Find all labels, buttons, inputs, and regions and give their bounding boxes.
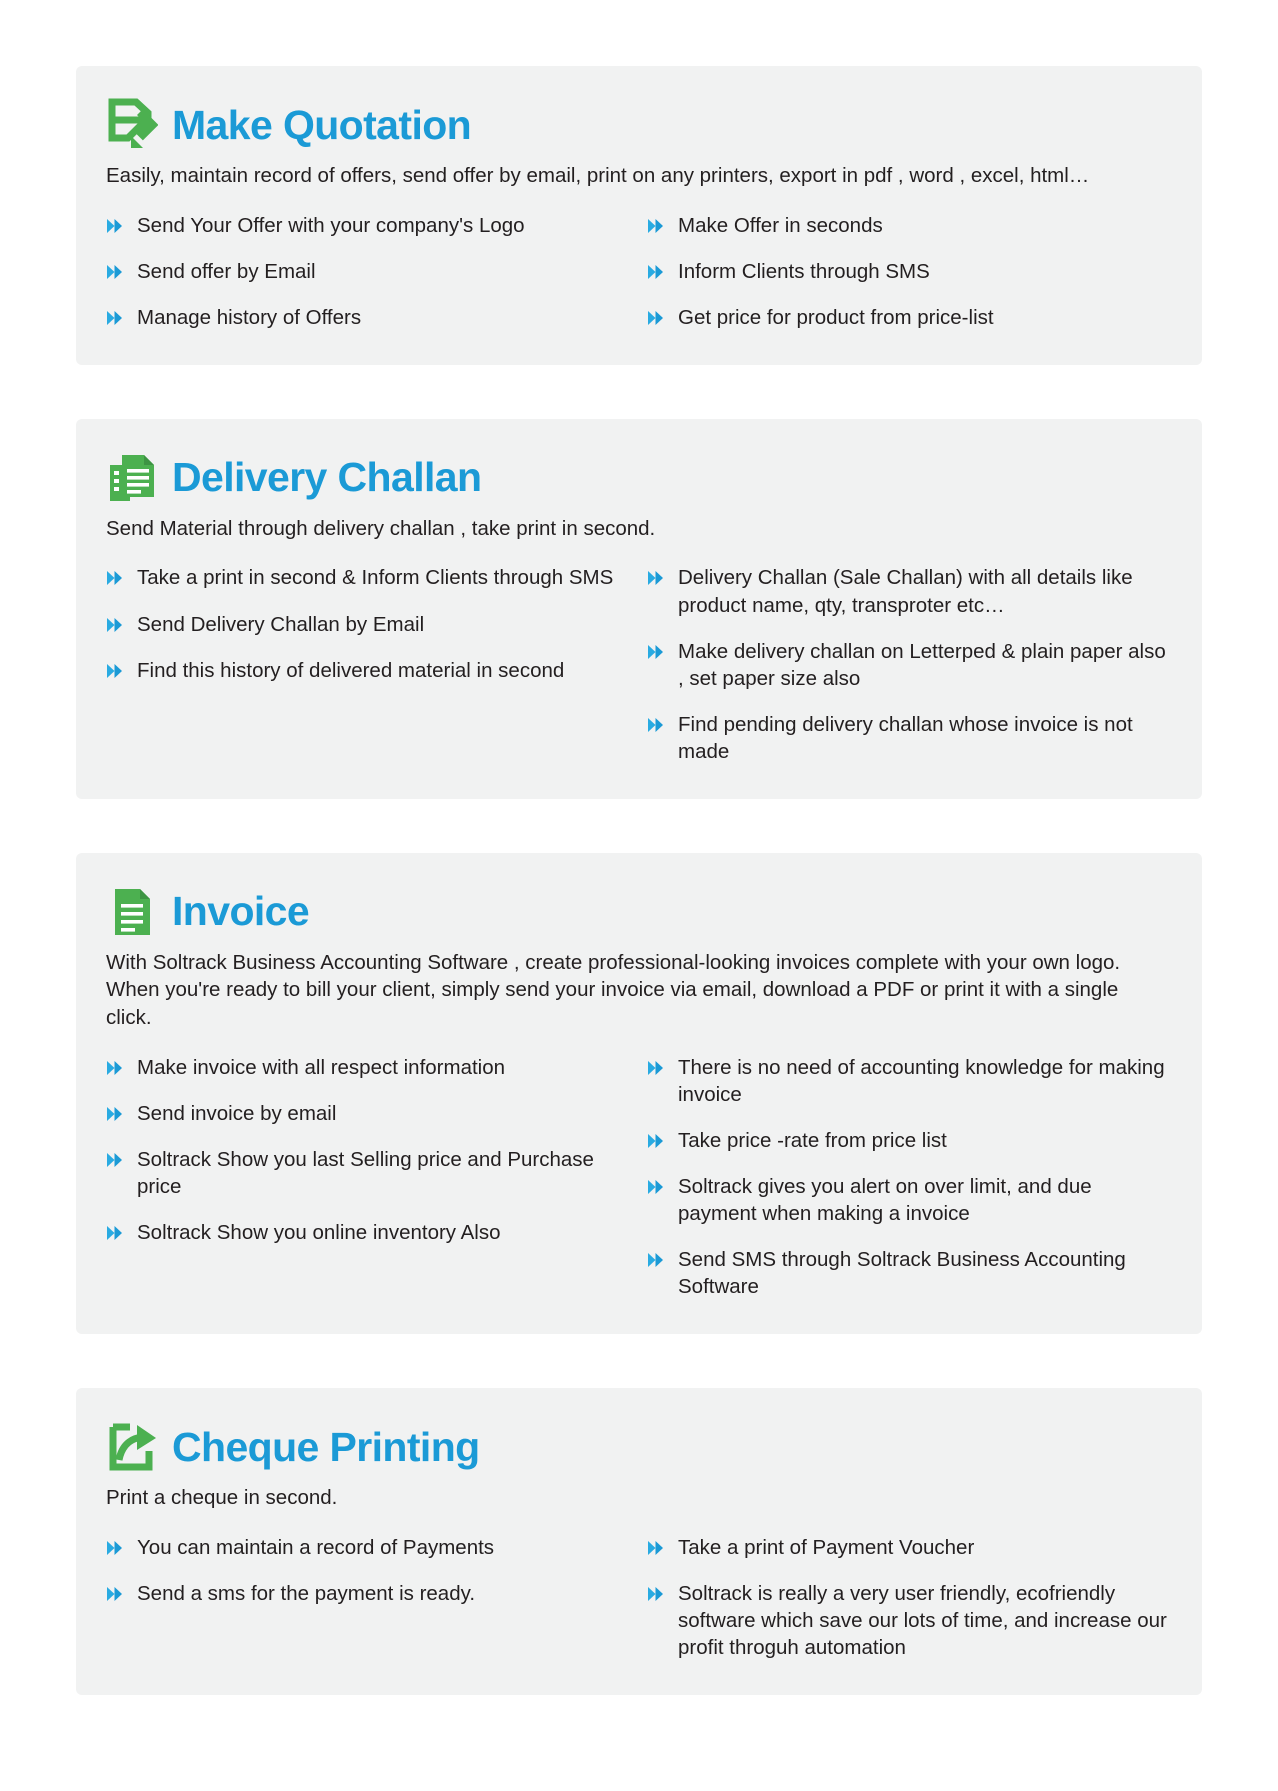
- feature-card-delivery-challan: [76, 419, 1202, 799]
- list-item: [647, 1127, 1172, 1154]
- list-item-label: Send Delivery Challan by Email: [137, 612, 425, 636]
- double-chevron-icon: [106, 1060, 124, 1076]
- list-item-label: Make delivery challan on Letterped & plain paper also , set paper size also: [678, 639, 1166, 690]
- multi-document-icon: [106, 451, 158, 505]
- list-item-label: Take price -rate from price list: [678, 1128, 947, 1152]
- list-item-label: Soltrack gives you alert on over limit, and due payment when making a invoice: [678, 1174, 1092, 1225]
- double-chevron-icon: [647, 1133, 665, 1149]
- double-chevron-icon: [647, 218, 665, 234]
- list-item-label: Soltrack Show you online inventory Also: [137, 1220, 501, 1244]
- list-item: [647, 304, 1172, 331]
- bullet-column-left: [106, 1054, 639, 1300]
- list-item: [106, 258, 615, 285]
- list-item-label: Find this history of delivered material in second: [137, 658, 565, 682]
- card-title: Delivery Challan: [172, 454, 482, 501]
- list-item-label: Inform Clients through SMS: [678, 259, 930, 283]
- bullet-column-left: [106, 1534, 639, 1661]
- double-chevron-icon: [106, 617, 124, 633]
- list-item: [647, 711, 1172, 765]
- list-item-label: Take a print in second & Inform Clients through SMS: [137, 566, 614, 590]
- double-chevron-icon: [106, 1586, 124, 1602]
- feature-card-make-quotation: [76, 66, 1202, 365]
- list-item-label: Delivery Challan (Sale Challan) with all details like product name, qty, transproter etc…: [678, 566, 1133, 617]
- list-item: [647, 1580, 1172, 1661]
- double-chevron-icon: [106, 1152, 124, 1168]
- list-item: [106, 611, 615, 638]
- bullet-column-right: [639, 1534, 1172, 1661]
- bullet-columns: [106, 564, 1172, 764]
- export-arrow-icon: [106, 1420, 158, 1474]
- list-item: [106, 1146, 615, 1200]
- list-item: [647, 212, 1172, 239]
- card-title: Make Quotation: [172, 101, 472, 148]
- list-item: [647, 1246, 1172, 1300]
- list-item-label: Get price for product from price-list: [678, 305, 994, 329]
- double-chevron-icon: [106, 663, 124, 679]
- card-header: [106, 447, 1172, 509]
- document-edit-icon: [106, 98, 158, 152]
- card-description: Easily, maintain record of offers, send offer by email, print on any printers, export in pdf , word , excel, html…: [106, 164, 1090, 187]
- double-chevron-icon: [647, 644, 665, 660]
- list-item: [106, 1054, 615, 1081]
- list-item: [106, 564, 615, 591]
- card-description: With Soltrack Business Accounting Software , create professional-looking invoices complete with your own logo. When you're ready to bill your client, simply send your invoice via email, download a PDF or print it with a single click.: [106, 950, 1121, 1030]
- card-header: [106, 881, 1172, 943]
- list-item: [647, 638, 1172, 692]
- double-chevron-icon: [647, 1540, 665, 1556]
- list-item: [647, 1173, 1172, 1227]
- list-item-label: Find pending delivery challan whose invoice is not made: [678, 712, 1133, 763]
- card-title: Cheque Printing: [172, 1423, 480, 1470]
- list-item: [106, 304, 615, 331]
- list-item-label: Make Offer in seconds: [678, 213, 883, 237]
- bullet-column-left: [106, 212, 639, 331]
- double-chevron-icon: [106, 1540, 124, 1556]
- list-item-label: Soltrack is really a very user friendly, ecofriendly software which save our lots of time, and increase our profit throguh automation: [678, 1581, 1167, 1659]
- list-item-label: Make invoice with all respect information: [137, 1055, 506, 1079]
- card-title: Invoice: [172, 888, 310, 935]
- double-chevron-icon: [647, 264, 665, 280]
- double-chevron-icon: [647, 1586, 665, 1602]
- feature-card-cheque-printing: [76, 1388, 1202, 1695]
- list-item-label: Send a sms for the payment is ready.: [137, 1581, 476, 1605]
- list-item: [106, 212, 615, 239]
- list-item: [106, 1219, 615, 1246]
- list-item: [647, 564, 1172, 618]
- bullet-column-right: [639, 564, 1172, 764]
- list-item: [647, 1534, 1172, 1561]
- list-item-label: Send Your Offer with your company's Logo: [137, 213, 525, 237]
- list-item-label: Soltrack Show you last Selling price and Purchase price: [137, 1147, 594, 1198]
- list-item-label: There is no need of accounting knowledge for making invoice: [678, 1055, 1165, 1106]
- double-chevron-icon: [647, 310, 665, 326]
- double-chevron-icon: [106, 264, 124, 280]
- list-item: [106, 1100, 615, 1127]
- list-item-label: You can maintain a record of Payments: [137, 1535, 495, 1559]
- list-item: [647, 1054, 1172, 1108]
- double-chevron-icon: [106, 1225, 124, 1241]
- list-item-label: Send invoice by email: [137, 1101, 337, 1125]
- card-description: Print a cheque in second.: [106, 1486, 338, 1510]
- list-item: [647, 258, 1172, 285]
- double-chevron-icon: [647, 1060, 665, 1076]
- card-description: Send Material through delivery challan , take print in second.: [106, 516, 656, 540]
- bullet-column-right: [639, 1054, 1172, 1300]
- double-chevron-icon: [647, 570, 665, 586]
- list-item: [106, 1534, 615, 1561]
- list-item-label: Send SMS through Soltrack Business Accounting Software: [678, 1248, 1126, 1299]
- feature-card-invoice: [76, 853, 1202, 1334]
- list-item-label: Take a print of Payment Voucher: [678, 1535, 975, 1559]
- double-chevron-icon: [106, 310, 124, 326]
- double-chevron-icon: [106, 1106, 124, 1122]
- bullet-columns: [106, 1534, 1172, 1661]
- double-chevron-icon: [647, 1252, 665, 1268]
- list-item: [106, 657, 615, 684]
- list-item-label: Manage history of Offers: [137, 305, 362, 329]
- double-chevron-icon: [106, 570, 124, 586]
- double-chevron-icon: [647, 1179, 665, 1195]
- bullet-column-left: [106, 564, 639, 764]
- double-chevron-icon: [647, 717, 665, 733]
- card-header: [106, 94, 1172, 156]
- list-item: [106, 1580, 615, 1607]
- card-header: [106, 1416, 1172, 1478]
- document-lines-icon: [106, 885, 158, 939]
- list-item-label: Send offer by Email: [137, 259, 316, 283]
- bullet-column-right: [639, 212, 1172, 331]
- double-chevron-icon: [106, 218, 124, 234]
- bullet-columns: [106, 212, 1172, 331]
- bullet-columns: [106, 1054, 1172, 1300]
